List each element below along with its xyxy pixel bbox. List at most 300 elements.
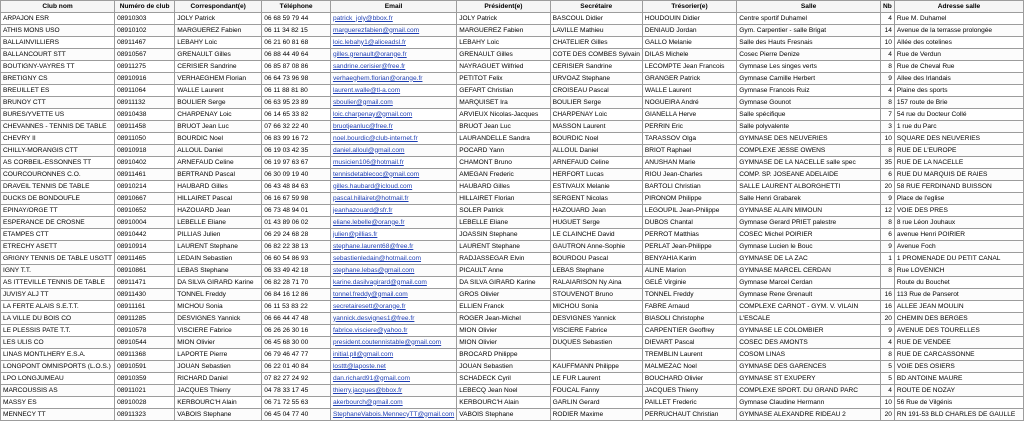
cell-adresse-salle[interactable]: 1 PROMENADE DU PETIT CANAL [894, 253, 1023, 265]
cell-secretaire[interactable]: URVOAZ Stephane [550, 73, 642, 85]
cell-numero-de-club[interactable]: 08910438 [115, 109, 175, 121]
cell-club-nom[interactable]: MENNECY TT [1, 409, 115, 421]
cell-adresse-salle[interactable]: BD ANTOINE MAURE [894, 373, 1023, 385]
cell-correspondant[interactable]: HILLAIRET Pascal [175, 193, 262, 205]
cell-tresorier[interactable]: BIASOLI Christophe [642, 313, 736, 325]
cell-telephone[interactable]: 06 11 88 81 80 [262, 85, 331, 97]
cell-correspondant[interactable]: KERBOURC'H Alain [175, 397, 262, 409]
cell-president[interactable]: JOASSIN Stephane [457, 229, 550, 241]
cell-telephone[interactable]: 06 71 72 55 63 [262, 397, 331, 409]
cell-president[interactable]: GEFART Christian [457, 85, 550, 97]
cell-president[interactable]: MARGUEREZ Fabien [457, 25, 550, 37]
cell-adresse-salle[interactable]: Rue M. Duhamel [894, 13, 1023, 25]
cell-tresorier[interactable]: MALMEZAC Noel [642, 361, 736, 373]
header-salle[interactable]: Salle [737, 1, 881, 13]
cell-salle[interactable]: GYMNASE ST EXUPERY [737, 373, 881, 385]
cell-secretaire[interactable]: RODIER Maxime [550, 409, 642, 421]
cell-club-nom[interactable]: BRETIGNY CS [1, 73, 115, 85]
cell-secretaire[interactable]: BOURDIC Noel [550, 133, 642, 145]
cell-adresse-salle[interactable]: 157 route de Brie [894, 97, 1023, 109]
cell-nb[interactable]: 8 [880, 265, 894, 277]
cell-president[interactable]: PICAULT Anne [457, 265, 550, 277]
cell-salle[interactable]: Gym. Carpentier - salle Brigat [737, 25, 881, 37]
cell-president[interactable]: POCARD Yann [457, 145, 550, 157]
cell-email[interactable]: patrick_joly@bbox.fr [330, 13, 456, 25]
cell-club-nom[interactable]: BRUNOY CTT [1, 97, 115, 109]
cell-salle[interactable]: COMP. SP. JOSEANE ADELAIDE [737, 169, 881, 181]
cell-president[interactable]: JOUAN Sebastien [457, 361, 550, 373]
cell-nb[interactable]: 14 [880, 25, 894, 37]
cell-correspondant[interactable]: DA SILVA GIRARD Karine [175, 277, 262, 289]
cell-adresse-salle[interactable]: SQUARE DES NEUVERIES [894, 133, 1023, 145]
cell-correspondant[interactable]: CERISIER Sandrine [175, 61, 262, 73]
cell-president[interactable]: LEBELLE Eliane [457, 217, 550, 229]
cell-correspondant[interactable]: ARNEFAUD Celine [175, 157, 262, 169]
cell-president[interactable]: LAURENT Stephane [457, 241, 550, 253]
cell-numero-de-club[interactable]: 08911275 [115, 61, 175, 73]
cell-secretaire[interactable]: BOULIER Serge [550, 97, 642, 109]
cell-club-nom[interactable]: CHILLY-MORANGIS CTT [1, 145, 115, 157]
cell-telephone[interactable]: 06 14 65 33 82 [262, 109, 331, 121]
cell-adresse-salle[interactable]: 56 Rue de Vilgénis [894, 397, 1023, 409]
cell-numero-de-club[interactable]: 08911465 [115, 253, 175, 265]
cell-tresorier[interactable]: GRANGER Patrick [642, 73, 736, 85]
cell-salle[interactable]: L'ESCALE [737, 313, 881, 325]
cell-president[interactable]: KERBOURC'H Alain [457, 397, 550, 409]
cell-email[interactable]: tennisdetablecoc@gmail.com [330, 169, 456, 181]
cell-numero-de-club[interactable]: 08911323 [115, 409, 175, 421]
cell-telephone[interactable]: 01 43 89 06 02 [262, 217, 331, 229]
cell-correspondant[interactable]: BRUOT Jean Luc [175, 121, 262, 133]
cell-email[interactable]: marguerezfabien@gmail.com [330, 25, 456, 37]
cell-club-nom[interactable]: COURCOURONNES C.O. [1, 169, 115, 181]
cell-tresorier[interactable]: CARPENTIER Geoffrey [642, 325, 736, 337]
cell-club-nom[interactable]: CHEVRY II [1, 133, 115, 145]
cell-correspondant[interactable]: HAUBARD Gilles [175, 181, 262, 193]
cell-nb[interactable]: 8 [880, 145, 894, 157]
cell-adresse-salle[interactable]: ROUTE DE NOZAY [894, 385, 1023, 397]
header-email[interactable]: Email [330, 1, 456, 13]
cell-president[interactable]: HILLAIRET Florian [457, 193, 550, 205]
cell-email[interactable]: secretairesett@orange.fr [330, 301, 456, 313]
cell-nb[interactable]: 10 [880, 133, 894, 145]
cell-salle[interactable]: Salle des Hauts Fresnais [737, 37, 881, 49]
cell-president[interactable]: ELLIEN Franck [457, 301, 550, 313]
cell-telephone[interactable]: 06 29 24 68 28 [262, 229, 331, 241]
cell-secretaire[interactable]: CHATELIER Gilles [550, 37, 642, 49]
cell-email[interactable]: sboulier@gmail.com [330, 97, 456, 109]
cell-nb[interactable]: 6 [880, 169, 894, 181]
cell-telephone[interactable]: 06 16 67 59 98 [262, 193, 331, 205]
cell-numero-de-club[interactable]: 08911285 [115, 313, 175, 325]
cell-tresorier[interactable]: GELÉ Virginie [642, 277, 736, 289]
cell-numero-de-club[interactable]: 08911064 [115, 85, 175, 97]
cell-numero-de-club[interactable]: 08910652 [115, 205, 175, 217]
cell-president[interactable]: AMEGAN Frederic [457, 169, 550, 181]
header-telephone[interactable]: Téléphone [262, 1, 331, 13]
cell-president[interactable]: MION Olivier [457, 325, 550, 337]
cell-email[interactable]: gilles.haubard@icloud.com [330, 181, 456, 193]
cell-president[interactable]: ARVIEUX Nicolas-Jacques [457, 109, 550, 121]
cell-secretaire[interactable]: STOUVENOT Bruno [550, 289, 642, 301]
cell-secretaire[interactable]: ARNEFAUD Celine [550, 157, 642, 169]
cell-email[interactable]: sandrine.cerisier@free.fr [330, 61, 456, 73]
cell-email[interactable]: bruotjeanluc@free.fr [330, 121, 456, 133]
cell-nb[interactable]: 4 [880, 13, 894, 25]
cell-club-nom[interactable]: MARCOUSSIS AS [1, 385, 115, 397]
cell-email[interactable]: loic.lebahy1@aliceadsl.fr [330, 37, 456, 49]
cell-club-nom[interactable]: JUVISY ALJ TT [1, 289, 115, 301]
cell-numero-de-club[interactable]: 08911368 [115, 349, 175, 361]
cell-tresorier[interactable]: TONNEL Freddy [642, 289, 736, 301]
cell-telephone[interactable]: 06 33 49 42 18 [262, 265, 331, 277]
cell-correspondant[interactable]: GRENAULT Gilles [175, 49, 262, 61]
cell-email[interactable]: dan.richard91@gmail.com [330, 373, 456, 385]
cell-club-nom[interactable]: LINAS MONTLHERY E.S.A. [1, 349, 115, 361]
cell-president[interactable]: GRENAULT Gilles [457, 49, 550, 61]
cell-correspondant[interactable]: LAPORTE Pierre [175, 349, 262, 361]
cell-telephone[interactable]: 06 63 95 23 89 [262, 97, 331, 109]
cell-numero-de-club[interactable]: 08910303 [115, 13, 175, 25]
cell-secretaire[interactable]: VISCIERE Fabrice [550, 325, 642, 337]
cell-secretaire[interactable]: COTE DES COMBES Sylvain [550, 49, 642, 61]
cell-adresse-salle[interactable]: VOIE DES PRES [894, 205, 1023, 217]
cell-salle[interactable]: Cosec Pierre Denize [737, 49, 881, 61]
cell-secretaire[interactable]: HERFORT Lucas [550, 169, 642, 181]
cell-adresse-salle[interactable]: avenue Henri POIRIER [894, 229, 1023, 241]
cell-salle[interactable]: Gymnase Lucien le Bouc [737, 241, 881, 253]
cell-nb[interactable]: 4 [880, 49, 894, 61]
cell-club-nom[interactable]: EPINAY/ORGE TT [1, 205, 115, 217]
cell-salle[interactable]: COMPLEXE SPORT. DU GRAND PARC [737, 385, 881, 397]
header-secretaire[interactable]: Secrétaire [550, 1, 642, 13]
cell-secretaire[interactable] [550, 349, 642, 361]
cell-nb[interactable]: 8 [880, 217, 894, 229]
cell-nb[interactable]: 5 [880, 373, 894, 385]
cell-president[interactable]: MION Olivier [457, 337, 550, 349]
cell-tresorier[interactable]: DIEVART Pascal [642, 337, 736, 349]
cell-nb[interactable]: 3 [880, 121, 894, 133]
cell-salle[interactable]: Gymnase Claudine Hermann [737, 397, 881, 409]
cell-nb[interactable]: 8 [880, 349, 894, 361]
cell-adresse-salle[interactable]: RUE DE LA NACELLE [894, 157, 1023, 169]
cell-tresorier[interactable]: TREMBLIN Laurent [642, 349, 736, 361]
cell-nb[interactable]: 20 [880, 313, 894, 325]
cell-secretaire[interactable]: BASCOUL Didier [550, 13, 642, 25]
cell-salle[interactable]: GYMNASE ALEXANDRE RIDEAU 2 [737, 409, 881, 421]
cell-adresse-salle[interactable]: 58 RUE FERDINAND BUISSON [894, 181, 1023, 193]
cell-tresorier[interactable]: DUBOS Chantal [642, 217, 736, 229]
cell-telephone[interactable]: 06 45 68 30 00 [262, 337, 331, 349]
cell-club-nom[interactable]: LONGPONT OMNISPORTS (L.O.S.) [1, 361, 115, 373]
cell-telephone[interactable]: 06 11 34 82 15 [262, 25, 331, 37]
cell-president[interactable]: LEBAHY Loic [457, 37, 550, 49]
cell-email[interactable]: tonnel.freddy@gmail.com [330, 289, 456, 301]
cell-adresse-salle[interactable]: Avenue de la terrasse prolongée [894, 25, 1023, 37]
cell-numero-de-club[interactable]: 08910442 [115, 229, 175, 241]
cell-salle[interactable]: Gymnase Francois Ruiz [737, 85, 881, 97]
cell-salle[interactable]: COSOM LINAS [737, 349, 881, 361]
cell-salle[interactable]: Salle polyvalente [737, 121, 881, 133]
cell-numero-de-club[interactable]: 08910102 [115, 25, 175, 37]
cell-adresse-salle[interactable]: Rue de Verdun [894, 49, 1023, 61]
cell-correspondant[interactable]: BOULIER Serge [175, 97, 262, 109]
cell-president[interactable]: BRUOT Jean Luc [457, 121, 550, 133]
cell-numero-de-club[interactable]: 08910578 [115, 325, 175, 337]
cell-secretaire[interactable]: GARLIN Gerard [550, 397, 642, 409]
cell-email[interactable]: gilles.grenault@orange.fr [330, 49, 456, 61]
cell-nb[interactable]: 8 [880, 97, 894, 109]
cell-tresorier[interactable]: GALLO Melanie [642, 37, 736, 49]
cell-adresse-salle[interactable]: VOIE DES OSIERS [894, 361, 1023, 373]
cell-secretaire[interactable]: CHARPENAY Loic [550, 109, 642, 121]
cell-club-nom[interactable]: AS CORBEIL-ESSONNES TT [1, 157, 115, 169]
cell-correspondant[interactable]: LAURENT Stephane [175, 241, 262, 253]
cell-email[interactable]: stephane.lebas@gmail.com [330, 265, 456, 277]
cell-numero-de-club[interactable]: 08910028 [115, 397, 175, 409]
cell-adresse-salle[interactable]: RN 191-53 BLD CHARLES DE GAULLE [894, 409, 1023, 421]
cell-correspondant[interactable]: RICHARD Daniel [175, 373, 262, 385]
cell-salle[interactable]: GYMNASE DE LA ZAC [737, 253, 881, 265]
cell-club-nom[interactable]: CHEVANNES - TENNIS DE TABLE [1, 121, 115, 133]
cell-nb[interactable]: 4 [880, 85, 894, 97]
cell-club-nom[interactable]: MASSY ES [1, 397, 115, 409]
cell-club-nom[interactable]: LE PLESSIS PATE T.T. [1, 325, 115, 337]
cell-secretaire[interactable]: CROISEAU Pascal [550, 85, 642, 97]
header-nb[interactable]: Nb [880, 1, 894, 13]
cell-president[interactable]: VABOIS Stephane [457, 409, 550, 421]
cell-president[interactable]: BROCARD Philippe [457, 349, 550, 361]
cell-adresse-salle[interactable]: 1 rue du Parc [894, 121, 1023, 133]
cell-salle[interactable]: COSEC Michel POIRIER [737, 229, 881, 241]
cell-salle[interactable]: Gymnase Gerard PRIET palestre [737, 217, 881, 229]
cell-club-nom[interactable]: DUCKS DE BONDOUFLE [1, 193, 115, 205]
cell-telephone[interactable]: 06 19 03 42 35 [262, 145, 331, 157]
cell-correspondant[interactable]: TONNEL Freddy [175, 289, 262, 301]
cell-telephone[interactable]: 06 30 09 19 40 [262, 169, 331, 181]
cell-numero-de-club[interactable]: 08910359 [115, 373, 175, 385]
cell-email[interactable]: pascal.hillairet@hotmail.fr [330, 193, 456, 205]
cell-secretaire[interactable]: HUGUET Serge [550, 217, 642, 229]
cell-salle[interactable]: Gymnase Gounot [737, 97, 881, 109]
header-adresse-salle[interactable]: Adresse salle [894, 1, 1023, 13]
cell-telephone[interactable]: 06 19 97 63 67 [262, 157, 331, 169]
cell-club-nom[interactable]: LPO LONGJUMEAU [1, 373, 115, 385]
cell-nb[interactable] [880, 277, 894, 289]
cell-secretaire[interactable]: ALLOUL Daniel [550, 145, 642, 157]
cell-president[interactable]: HAUBARD Gilles [457, 181, 550, 193]
cell-nb[interactable]: 9 [880, 241, 894, 253]
cell-email[interactable]: thierry.jacques@bbox.fr [330, 385, 456, 397]
cell-tresorier[interactable]: LEGOUPIL Jean-Philippe [642, 205, 736, 217]
cell-tresorier[interactable]: BARTOLI Christian [642, 181, 736, 193]
cell-club-nom[interactable]: LA VILLE DU BOIS CO [1, 313, 115, 325]
cell-tresorier[interactable]: TARASSOV Olga [642, 133, 736, 145]
cell-email[interactable]: fabrice.visciere@yahoo.fr [330, 325, 456, 337]
cell-nb[interactable]: 9 [880, 325, 894, 337]
cell-numero-de-club[interactable]: 08911161 [115, 301, 175, 313]
cell-salle[interactable]: COMPLEXE CARNOT - GYM. V. VILAIN [737, 301, 881, 313]
cell-correspondant[interactable]: JOLY Patrick [175, 13, 262, 25]
cell-numero-de-club[interactable]: 08910004 [115, 217, 175, 229]
cell-telephone[interactable]: 06 88 44 49 64 [262, 49, 331, 61]
cell-salle[interactable]: Salle spécifique [737, 109, 881, 121]
cell-president[interactable]: SCHADECK Cyril [457, 373, 550, 385]
cell-president[interactable]: ROGER Jean-Michel [457, 313, 550, 325]
cell-club-nom[interactable]: BURES/YVETTE US [1, 109, 115, 121]
cell-salle[interactable]: Centre sportif Duhamel [737, 13, 881, 25]
cell-nb[interactable]: 4 [880, 385, 894, 397]
cell-numero-de-club[interactable]: 08911467 [115, 37, 175, 49]
cell-secretaire[interactable]: MASSON Laurent [550, 121, 642, 133]
cell-secretaire[interactable]: LE FUR Laurent [550, 373, 642, 385]
cell-president[interactable]: CHAMONT Bruno [457, 157, 550, 169]
header-correspondant[interactable]: Correspondant(e) [175, 1, 262, 13]
cell-president[interactable]: JOLY Patrick [457, 13, 550, 25]
cell-tresorier[interactable]: PERLAT Jean-Philippe [642, 241, 736, 253]
cell-adresse-salle[interactable]: Route du Bouchet [894, 277, 1023, 289]
cell-salle[interactable]: GYMNASE DES GARENCES [737, 361, 881, 373]
cell-telephone[interactable]: 06 64 73 96 98 [262, 73, 331, 85]
cell-email[interactable]: musicien106@hotmail.fr [330, 157, 456, 169]
cell-correspondant[interactable]: HAZOUARD Jean [175, 205, 262, 217]
cell-secretaire[interactable]: CERISIER Sandrine [550, 61, 642, 73]
cell-numero-de-club[interactable]: 08911430 [115, 289, 175, 301]
cell-nb[interactable]: 9 [880, 193, 894, 205]
cell-email[interactable]: noel.bourdic@club-internet.fr [330, 133, 456, 145]
cell-numero-de-club[interactable]: 08910914 [115, 241, 175, 253]
cell-numero-de-club[interactable]: 08910918 [115, 145, 175, 157]
cell-club-nom[interactable]: AS ITTEVILLE TENNIS DE TABLE [1, 277, 115, 289]
cell-email[interactable]: karine.dasilvagirard@gmail.com [330, 277, 456, 289]
cell-tresorier[interactable]: ALINE Marion [642, 265, 736, 277]
cell-club-nom[interactable]: ATHIS MONS USO [1, 25, 115, 37]
cell-nb[interactable]: 20 [880, 409, 894, 421]
cell-tresorier[interactable]: ANUSHAN Marie [642, 157, 736, 169]
cell-email[interactable]: yannick.desvignes1@free.fr [330, 313, 456, 325]
cell-president[interactable]: LEBECQ Jean Noel [457, 385, 550, 397]
cell-adresse-salle[interactable]: 54 rue du Docteur Collé [894, 109, 1023, 121]
cell-salle[interactable]: GYMNASE DES NEUVERIES [737, 133, 881, 145]
cell-tresorier[interactable]: BRIOT Raphael [642, 145, 736, 157]
cell-telephone[interactable]: 06 21 60 81 68 [262, 37, 331, 49]
cell-salle[interactable]: SALLE LAURENT ALBORGHETTI [737, 181, 881, 193]
cell-correspondant[interactable]: CHARPENAY Loic [175, 109, 262, 121]
cell-numero-de-club[interactable]: 08910667 [115, 193, 175, 205]
cell-president[interactable]: SOLER Patrick [457, 205, 550, 217]
cell-correspondant[interactable]: LEBAHY Loic [175, 37, 262, 49]
cell-adresse-salle[interactable]: AVENUE DES TOURELLES [894, 325, 1023, 337]
cell-nb[interactable]: 1 [880, 253, 894, 265]
cell-salle[interactable]: GYMNASE LE COLOMBIER [737, 325, 881, 337]
cell-tresorier[interactable]: JACQUES Thierry [642, 385, 736, 397]
cell-correspondant[interactable]: JACQUES Thierry [175, 385, 262, 397]
cell-adresse-salle[interactable]: 8 rue Léon Jouhaux [894, 217, 1023, 229]
cell-email[interactable]: sebastienledain@hotmail.com [330, 253, 456, 265]
cell-email[interactable]: jeanhazouard@sfr.fr [330, 205, 456, 217]
cell-club-nom[interactable]: GRIGNY TENNIS DE TABLE USGTT [1, 253, 115, 265]
cell-secretaire[interactable]: HAZOUARD Jean [550, 205, 642, 217]
cell-tresorier[interactable]: PERROT Matthias [642, 229, 736, 241]
cell-telephone[interactable]: 06 66 44 47 48 [262, 313, 331, 325]
cell-adresse-salle[interactable]: Plaine des sports [894, 85, 1023, 97]
cell-telephone[interactable]: 04 78 33 17 45 [262, 385, 331, 397]
header-president[interactable]: Président(e) [457, 1, 550, 13]
cell-telephone[interactable]: 07 66 32 22 40 [262, 121, 331, 133]
cell-numero-de-club[interactable]: 08911461 [115, 169, 175, 181]
cell-tresorier[interactable]: PAILLET Frederic [642, 397, 736, 409]
cell-numero-de-club[interactable]: 08910861 [115, 265, 175, 277]
cell-adresse-salle[interactable]: 113 Rue de Panserot [894, 289, 1023, 301]
cell-secretaire[interactable]: DESVIGNES Yannick [550, 313, 642, 325]
cell-correspondant[interactable]: BERTRAND Pascal [175, 169, 262, 181]
cell-tresorier[interactable]: PIRONOM Philippe [642, 193, 736, 205]
cell-tresorier[interactable]: DILAS Michele [642, 49, 736, 61]
cell-secretaire[interactable]: FOUCAL Fanny [550, 385, 642, 397]
cell-salle[interactable]: Gymnase Camille Herbert [737, 73, 881, 85]
cell-salle[interactable]: Gymnase Les singes verts [737, 61, 881, 73]
cell-correspondant[interactable]: LEBELLE Eliane [175, 217, 262, 229]
cell-telephone[interactable]: 06 85 87 08 86 [262, 61, 331, 73]
cell-correspondant[interactable]: VERHAEGHEM Florian [175, 73, 262, 85]
cell-nb[interactable]: 20 [880, 181, 894, 193]
cell-numero-de-club[interactable]: 08910567 [115, 49, 175, 61]
cell-club-nom[interactable]: ESPERANCE DE CROSNE [1, 217, 115, 229]
cell-secretaire[interactable]: KAUFFMANN Philippe [550, 361, 642, 373]
cell-correspondant[interactable]: MICHOU Sonia [175, 301, 262, 313]
cell-tresorier[interactable]: FABRE Arnaud [642, 301, 736, 313]
cell-email[interactable]: loic.charpenay@gmail.com [330, 109, 456, 121]
header-numero-de-club[interactable]: Numéro de club [115, 1, 175, 13]
cell-adresse-salle[interactable]: Rue de Cheval Rue [894, 61, 1023, 73]
cell-secretaire[interactable]: GAUTRON Anne-Sophie [550, 241, 642, 253]
cell-email[interactable]: julien@pillias.fr [330, 229, 456, 241]
cell-president[interactable]: LAURANDELLE Sandra [457, 133, 550, 145]
cell-president[interactable]: PETITOT Felix [457, 73, 550, 85]
cell-club-nom[interactable]: BALLANCOURT STT [1, 49, 115, 61]
cell-correspondant[interactable]: VABOIS Stephane [175, 409, 262, 421]
cell-nb[interactable]: 7 [880, 109, 894, 121]
cell-president[interactable]: DA SILVA GIRARD Karine [457, 277, 550, 289]
cell-tresorier[interactable]: BOUCHARD Olivier [642, 373, 736, 385]
cell-numero-de-club[interactable]: 08911471 [115, 277, 175, 289]
cell-secretaire[interactable]: MICHOU Sonia [550, 301, 642, 313]
cell-president[interactable]: MARQUISET Ira [457, 97, 550, 109]
cell-president[interactable]: RADJASSEGAR Elvin [457, 253, 550, 265]
cell-tresorier[interactable]: PERRUCHAUT Christian [642, 409, 736, 421]
cell-adresse-salle[interactable]: CHEMIN DES BERGES [894, 313, 1023, 325]
cell-secretaire[interactable]: BOURDOU Pascal [550, 253, 642, 265]
cell-telephone[interactable]: 06 60 54 86 93 [262, 253, 331, 265]
cell-adresse-salle[interactable]: RUE DE L'EUROPE [894, 145, 1023, 157]
cell-club-nom[interactable]: ETRECHY ASETT [1, 241, 115, 253]
cell-nb[interactable]: 10 [880, 397, 894, 409]
cell-correspondant[interactable]: LEDAIN Sebastien [175, 253, 262, 265]
cell-adresse-salle[interactable]: Avenue Foch [894, 241, 1023, 253]
cell-tresorier[interactable]: GIANELLA Herve [642, 109, 736, 121]
cell-email[interactable]: initial.pll@gmail.com [330, 349, 456, 361]
cell-club-nom[interactable]: IGNY T.T. [1, 265, 115, 277]
cell-club-nom[interactable]: BREUILLET ES [1, 85, 115, 97]
cell-telephone[interactable]: 06 11 53 83 22 [262, 301, 331, 313]
cell-nb[interactable]: 8 [880, 61, 894, 73]
cell-tresorier[interactable]: HOUDOUIN Didier [642, 13, 736, 25]
cell-secretaire[interactable]: RALAIARISON Ny Aina [550, 277, 642, 289]
cell-telephone[interactable]: 06 68 59 79 44 [262, 13, 331, 25]
cell-salle[interactable]: Salle Henri Grabarek [737, 193, 881, 205]
cell-adresse-salle[interactable]: Allée des cotelines [894, 37, 1023, 49]
cell-correspondant[interactable]: LEBAS Stephane [175, 265, 262, 277]
